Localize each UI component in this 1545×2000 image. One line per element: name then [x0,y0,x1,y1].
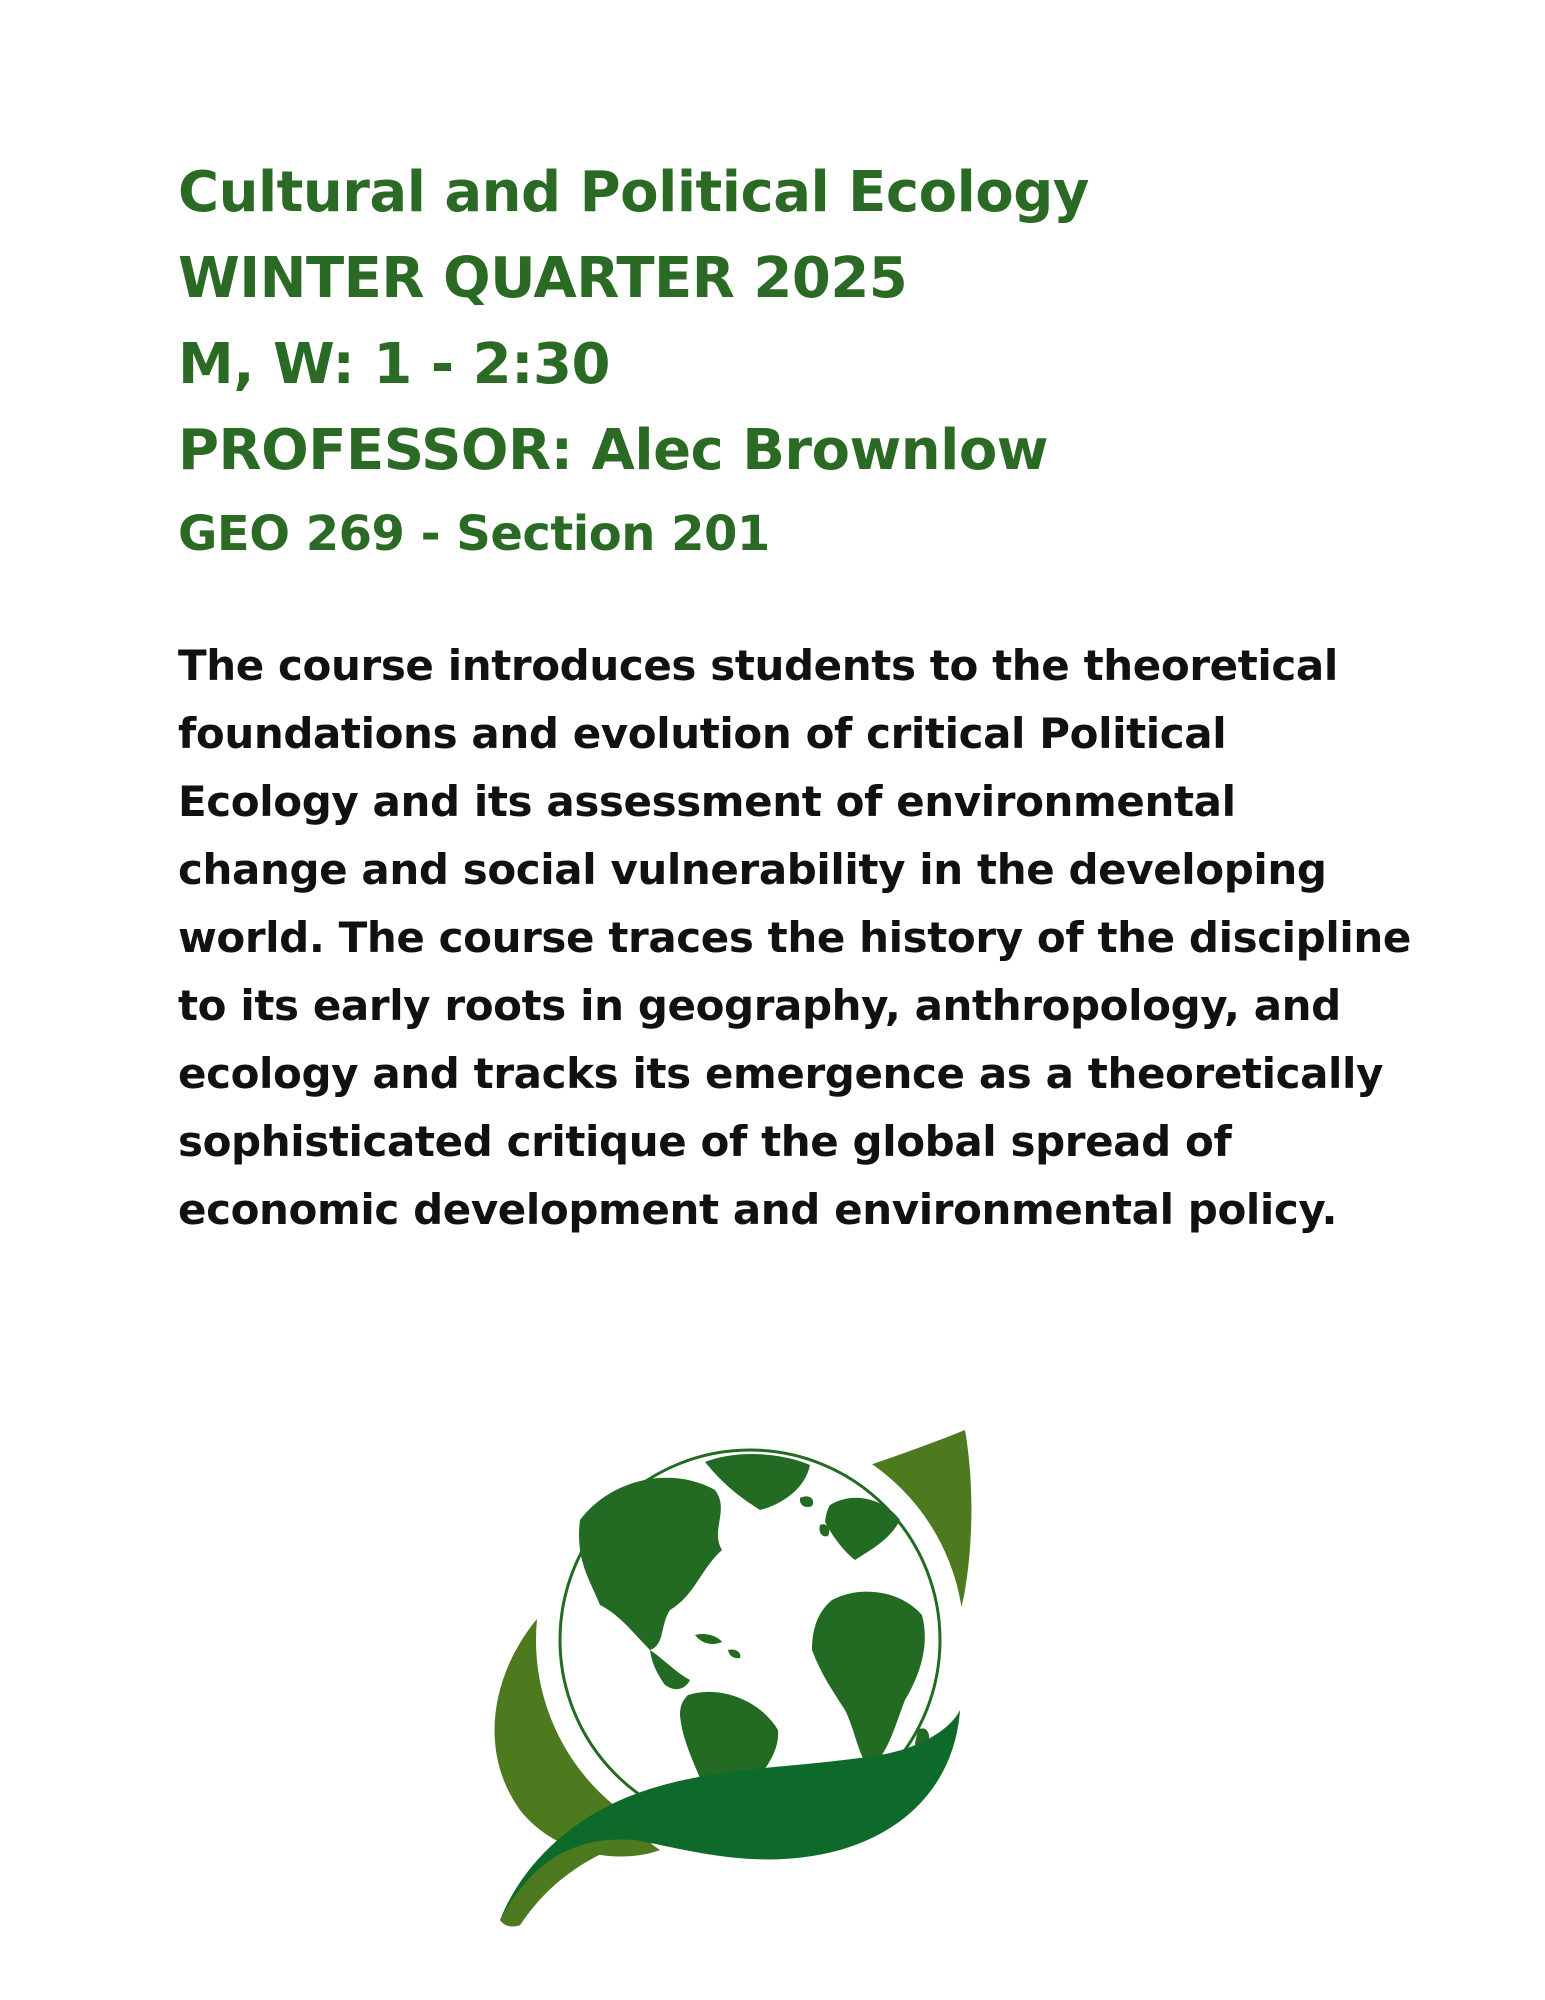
course-title: Cultural and Political Ecology [178,160,1089,225]
professor-label: PROFESSOR: Alec Brownlow [178,418,1049,483]
course-code: GEO 269 - Section 201 [178,506,770,562]
schedule-label: M, W: 1 - 2:30 [178,332,610,397]
course-heading [178,150,1378,574]
course-description: The course introduces students to the theoretical foundations and evolution of critical Political Ecology and its assessment of environmental change and social vulnerability in the developing world. The course traces the history of the discipline to its early roots in geography, anthropology, and ecology and tracks its emergence as a theoretically sophisticated critique of the global spread of economic development and environmental policy. [178,641,1411,1234]
term-label: WINTER QUARTER 2025 [178,246,908,311]
globe-leaf-icon [460,1410,1000,1930]
